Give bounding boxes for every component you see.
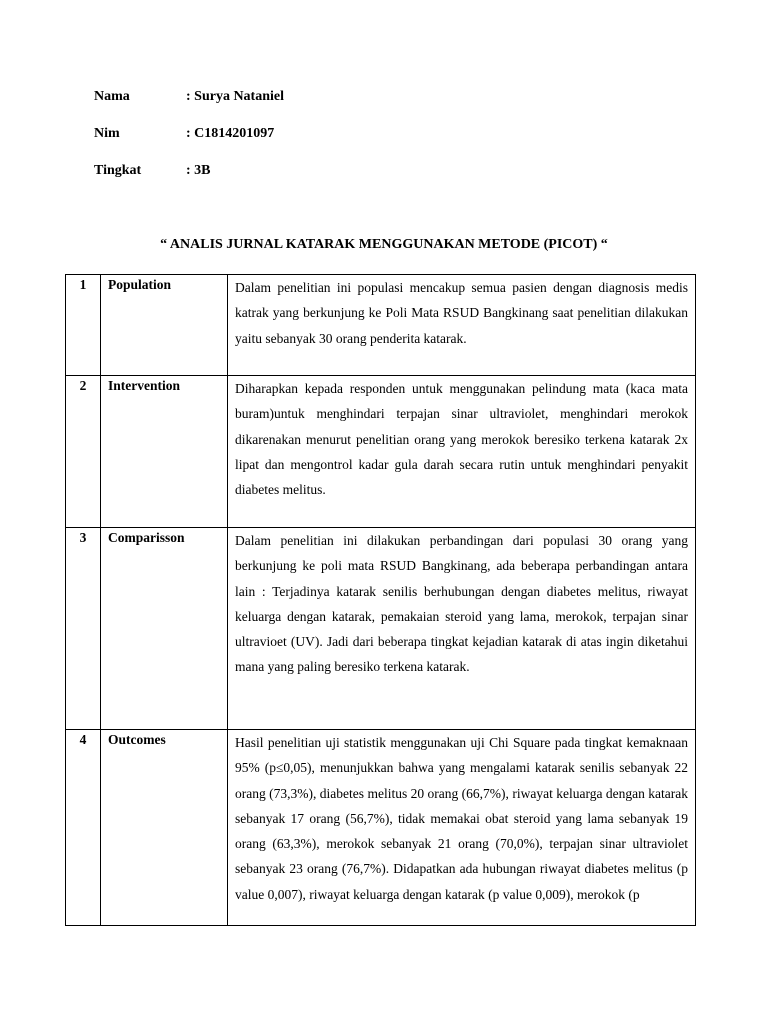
- table-row: [66, 730, 696, 926]
- field-label: Tingkat: [94, 163, 142, 178]
- field-value: : Surya Nataniel: [186, 89, 284, 104]
- row-label: Population: [101, 275, 228, 376]
- field-value: : C1814201097: [186, 126, 275, 141]
- row-number: 1: [66, 275, 101, 376]
- field-value: : 3B: [186, 163, 211, 178]
- row-text: Hasil penelitian uji statistik menggunakan uji Chi Square pada tingkat kemaknaan 95% (p≤0,05), menunjukkan bahwa yang mengalami katarak senilis sebanyak 22 orang (73,3%), diabetes melitus 20 orang (66,7%), riwayat keluarga dengan katarak sebanyak 17 orang (56,7%), tidak memakai obat steroid yang lama sebanyak 19 orang (63,3%), merokok sebanyak 21 orang (70,0%), terpajan sinar ultraviolet sebanyak 23 orang (76,7%). Didapatkan ada hubungan riwayat diabetes melitus (p value 0,007), riwayat keluarga dengan katarak (p value 0,009), merokok (p: [235, 735, 688, 902]
- info-row-nim: [94, 126, 274, 142]
- table-row: [66, 275, 696, 376]
- info-row-tingkat: [94, 163, 211, 179]
- row-number: 3: [66, 528, 101, 730]
- row-description: [228, 528, 696, 730]
- row-label: Comparisson: [101, 528, 228, 730]
- row-text: Dalam penelitian ini populasi mencakup semua pasien dengan diagnosis medis katrak yang berkunjung ke Poli Mata RSUD Bangkinang saat penelitian dilakukan yaitu sebanyak 30 orang penderita katarak.: [235, 280, 688, 346]
- field-label: Nim: [94, 126, 120, 141]
- row-label: Intervention: [101, 376, 228, 528]
- table-row: [66, 528, 696, 730]
- row-text: Diharapkan kepada responden untuk menggunakan pelindung mata (kaca mata buram)untuk menghindari terpajan sinar ultraviolet, menghindari merokok dikarenakan menurut penelitian orang yang merokok beresiko terkena katarak 2x lipat dan mengontrol kadar gula darah secara rutin untuk menghindari penyakit diabetes melitus.: [235, 381, 688, 498]
- table-row: [66, 376, 696, 528]
- row-number: 4: [66, 730, 101, 926]
- row-label: Outcomes: [101, 730, 228, 926]
- row-number: 2: [66, 376, 101, 528]
- document-title: “ ANALIS JURNAL KATARAK MENGGUNAKAN METODE (PICOT) “: [160, 237, 608, 252]
- row-text: Dalam penelitian ini dilakukan perbandingan dari populasi 30 orang yang berkunjung ke poli mata RSUD Bangkinang, ada beberapa perbandingan antara lain : Terjadinya katarak senilis berhubungan dengan diabetes melitus, riwayat keluarga dengan katarak, pemakaian steroid yang lama, merokok, terpajan sinar ultravioet (UV). Jadi dari beberapa tingkat kejadian katarak di atas ingin diketahui mana yang paling beresiko terkena katarak.: [235, 533, 688, 675]
- info-row-nama: [94, 89, 284, 105]
- row-description: [228, 275, 696, 376]
- field-label: Nama: [94, 89, 130, 104]
- picot-table: [65, 274, 696, 926]
- row-description: [228, 376, 696, 528]
- row-description: [228, 730, 696, 926]
